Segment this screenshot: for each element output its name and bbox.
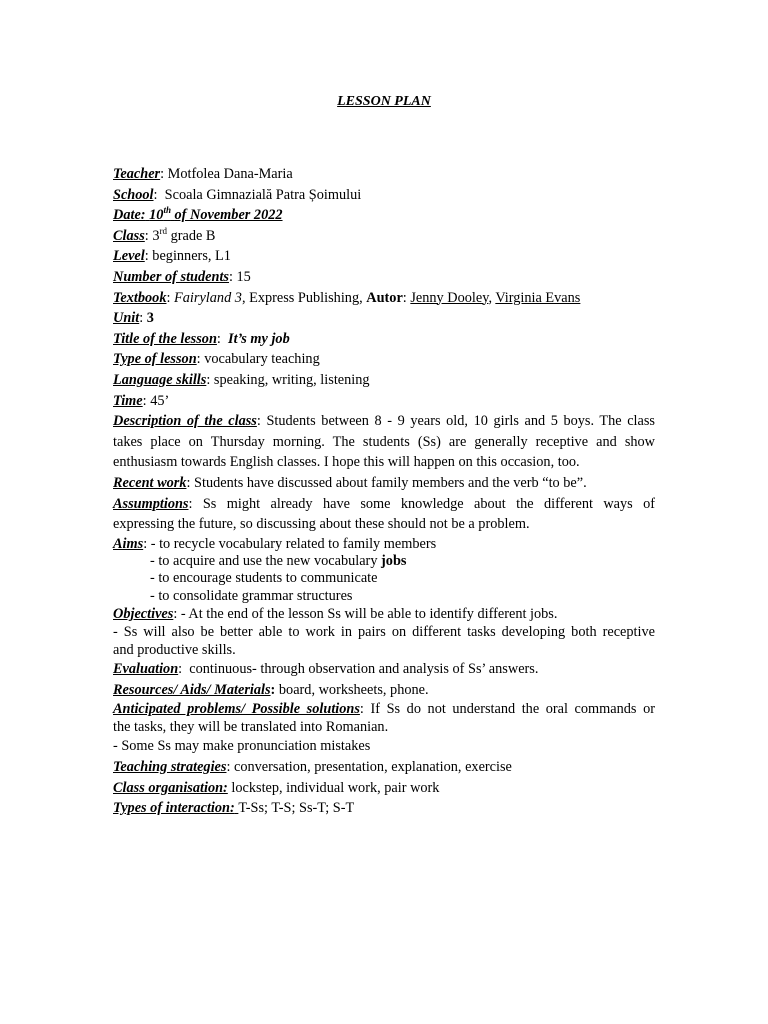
textbook-title: Fairyland 3 xyxy=(174,289,242,306)
aims-line-4: - to consolidate grammar structures xyxy=(150,587,353,604)
lesson-title-row: Title of the lesson: It’s my job xyxy=(113,330,290,347)
problems-text-1: If Ss do not understand the oral commands or xyxy=(370,701,655,718)
aims-line-2 xyxy=(113,553,655,571)
aims-item-2: - to acquire and use the new vocabulary xyxy=(150,552,378,569)
date-day-suffix: th xyxy=(163,205,171,216)
school-row: School: Scoala Gimnazială Patra Șoimului xyxy=(113,186,362,203)
problems-label: Anticipated problems/ Possible solutions xyxy=(113,701,360,718)
skills-value: speaking, writing, listening xyxy=(213,371,370,388)
unit-row: Unit: 3 xyxy=(113,310,154,327)
teacher-label: Teacher xyxy=(113,166,161,182)
interaction-row xyxy=(113,798,655,819)
interaction-label: Types of interaction: xyxy=(113,800,235,817)
lesson-type-row: Type of lesson: vocabulary teaching xyxy=(113,351,320,368)
organisation-row xyxy=(113,778,655,799)
problems-line-1: Anticipated problems/ Possible solutions: If Ss do not understand the oral commands or xyxy=(113,701,655,718)
problems-line-3: - Some Ss may make pronunciation mistakes xyxy=(113,738,371,755)
author-2: Virginia Evans xyxy=(495,289,581,306)
lesson-title-label: Title of the lesson xyxy=(113,330,217,347)
recent-work-label: Recent work xyxy=(113,474,187,491)
aims-item-2-bold: jobs xyxy=(381,552,407,569)
strategies-value: conversation, presentation, explanation, exercise xyxy=(234,758,512,775)
aims-label: Aims xyxy=(113,535,144,552)
assumptions-block xyxy=(113,494,655,535)
assumptions-label: Assumptions xyxy=(113,495,189,512)
objectives-line-3: and productive skills. xyxy=(113,642,236,659)
objectives-label: Objectives xyxy=(113,606,174,623)
assumptions-text-1: Ss might already have some knowledge about the different ways of xyxy=(202,495,656,512)
resources-value: board, worksheets, phone. xyxy=(278,681,429,698)
school-value: Scoala Gimnazială Patra Șoimului xyxy=(164,186,362,203)
class-row: Class: 3rd grade B xyxy=(113,226,216,244)
time-label: Time xyxy=(113,392,143,409)
class-number-suffix: rd xyxy=(159,226,167,237)
description-text-1: Students between 8 - 9 years old, 10 girls and 5 boys. The class xyxy=(266,413,655,430)
aims-block xyxy=(113,535,655,606)
problems-line-2: the tasks, they will be translated into Romanian. xyxy=(113,719,389,736)
teacher-value: Motfolea Dana-Maria xyxy=(167,166,293,182)
unit-label: Unit xyxy=(113,310,140,327)
class-number: 3 xyxy=(152,227,160,244)
evaluation-label: Evaluation xyxy=(113,661,179,678)
page-title: LESSON PLAN xyxy=(337,94,431,109)
organisation-value: lockstep, individual work, pair work xyxy=(231,779,440,796)
students-label: Number of students xyxy=(113,268,229,285)
interaction-value: T-Ss; T-S; Ss-T; S-T xyxy=(238,800,355,817)
date-day: 10 xyxy=(149,207,164,224)
aims-line-3: - to encourage students to communicate xyxy=(150,570,378,587)
recent-work-value: Students have discussed about family members and the verb “to be”. xyxy=(194,474,587,491)
assumptions-line-2: expressing the future, so discussing about these should not be a problem. xyxy=(113,516,530,533)
problems-block xyxy=(113,700,655,757)
class-label: Class xyxy=(113,227,145,244)
autor-label: Autor xyxy=(366,289,403,306)
aims-line-1: Aims: - to recycle vocabulary related to family members xyxy=(113,535,437,552)
textbook-row: Textbook: Fairyland 3, Express Publishing, Autor: Jenny Dooley, Virginia Evans xyxy=(113,289,581,306)
lesson-plan-body xyxy=(113,164,655,819)
aims-item-1: - to recycle vocabulary related to family members xyxy=(150,535,437,552)
description-line-1: Description of the class: Students between 8 - 9 years old, 10 girls and 5 boys. The class xyxy=(113,413,655,430)
strategies-row: Teaching strategies: conversation, presentation, explanation, exercise xyxy=(113,758,512,775)
teacher-row: Teacher: Motfolea Dana-Maria xyxy=(113,166,293,182)
author-1: Jenny Dooley xyxy=(410,289,489,306)
textbook-publisher: , Express Publishing, xyxy=(241,289,363,306)
lesson-type-value: vocabulary teaching xyxy=(204,351,320,368)
unit-value: 3 xyxy=(146,310,154,327)
textbook-label: Textbook xyxy=(113,289,167,306)
objectives-line-1: Objectives: - At the end of the lesson Ss will be able to identify different jobs. xyxy=(113,606,558,623)
resources-row: Resources/ Aids/ Materials: board, worksheets, phone. xyxy=(113,681,429,698)
level-value: beginners, L1 xyxy=(152,248,231,265)
lesson-title-value: It’s my job xyxy=(228,330,290,347)
students-row: Number of students: 15 xyxy=(113,268,251,285)
date-label: Date: xyxy=(113,207,146,224)
description-line-3: enthusiasm towards English classes. I hope this will happen on this occasion, too. xyxy=(113,454,580,471)
class-rest: grade B xyxy=(170,227,216,244)
strategies-label: Teaching strategies xyxy=(113,758,227,775)
description-label: Description of the class xyxy=(113,413,257,430)
resources-label: Resources/ Aids/ Materials xyxy=(113,681,271,698)
evaluation-row: Evaluation: continuous- through observation and analysis of Ss’ answers. xyxy=(113,661,539,678)
evaluation-value: continuous- through observation and analysis of Ss’ answers. xyxy=(189,661,539,678)
date-row xyxy=(113,205,655,226)
school-label: School xyxy=(113,186,154,203)
objectives-block xyxy=(113,605,655,659)
lesson-type-label: Type of lesson xyxy=(113,351,197,368)
description-block xyxy=(113,411,655,473)
recent-work-row: Recent work: Students have discussed about family members and the verb “to be”. xyxy=(113,474,587,491)
organisation-label: Class organisation: xyxy=(113,779,228,796)
date-rest: of November 2022 xyxy=(174,207,283,224)
students-value: 15 xyxy=(236,268,251,285)
objectives-line-2: - Ss will also be better able to work in pairs on different tasks developing both receptive xyxy=(113,624,655,641)
skills-label: Language skills xyxy=(113,371,207,388)
description-line-2: takes place on Thursday morning. The students (Ss) are generally receptive and show xyxy=(113,433,655,450)
objectives-text-1: - At the end of the lesson Ss will be able to identify different jobs. xyxy=(180,606,558,623)
assumptions-line-1: Assumptions: Ss might already have some knowledge about the different ways of xyxy=(113,495,656,512)
level-label: Level xyxy=(113,248,145,265)
time-value: 45’ xyxy=(150,392,170,409)
skills-row: Language skills: speaking, writing, listening xyxy=(113,371,370,388)
time-row: Time: 45’ xyxy=(113,392,170,409)
level-row: Level: beginners, L1 xyxy=(113,248,231,265)
